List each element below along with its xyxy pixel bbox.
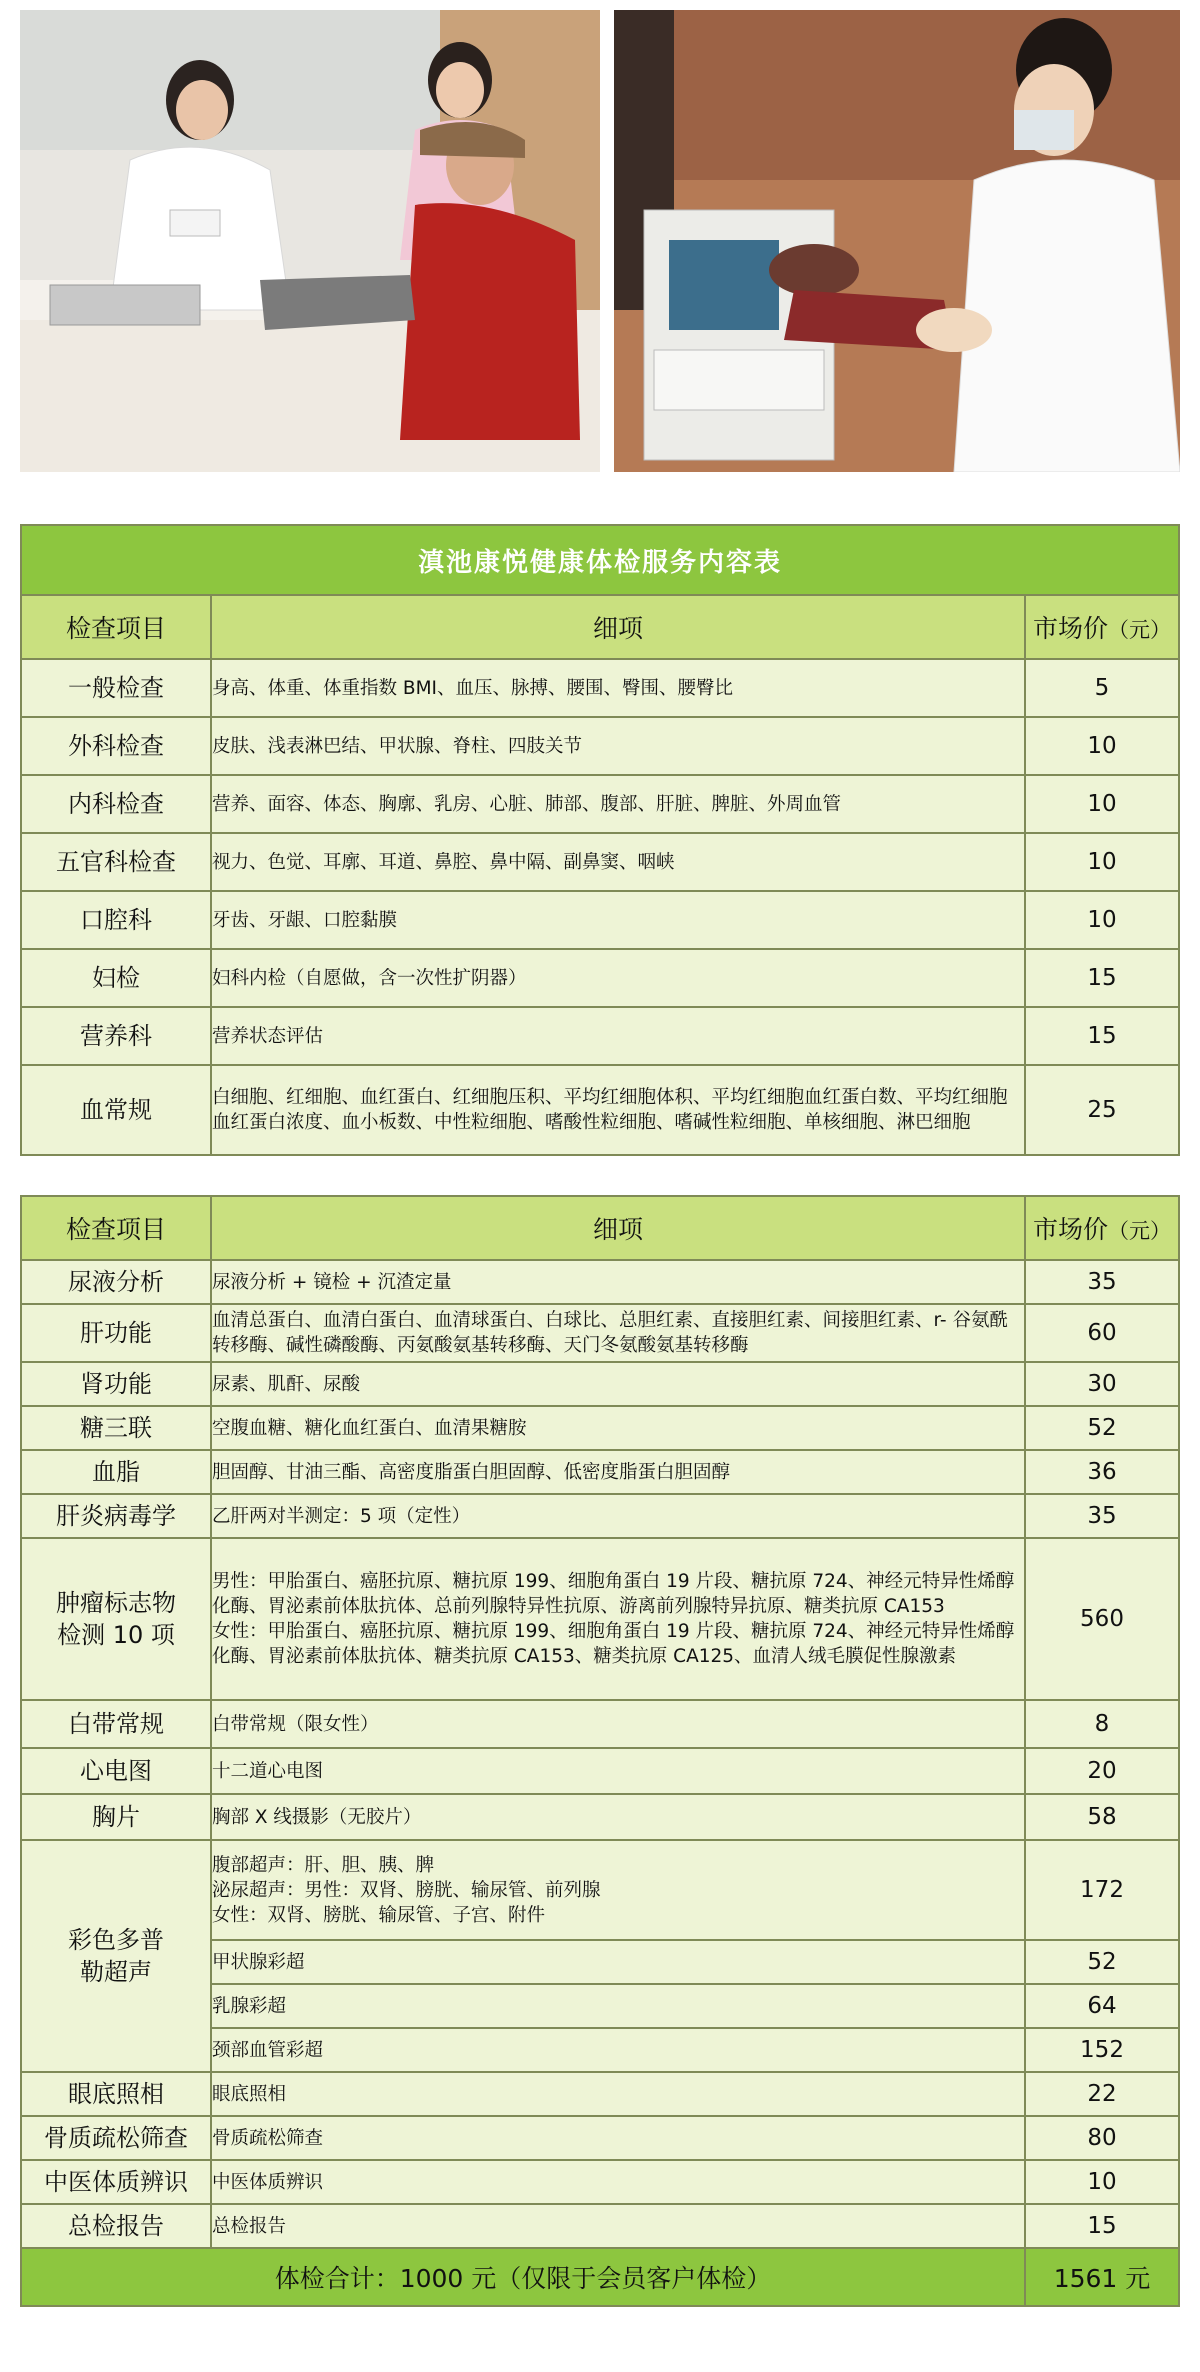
item-cell: 糖三联	[21, 1406, 211, 1450]
price-cell: 10	[1025, 775, 1179, 833]
price-cell: 10	[1025, 891, 1179, 949]
item-cell: 白带常规	[21, 1700, 211, 1748]
table-row	[21, 1450, 1179, 1494]
total-value: 1561 元	[1025, 2248, 1179, 2306]
detail-cell: 身高、体重、体重指数 BMI、血压、脉搏、腰围、臀围、腰臀比	[211, 659, 1025, 717]
detail-cell: 妇科内检（自愿做，含一次性扩阴器）	[211, 949, 1025, 1007]
detail-cell: 空腹血糖、糖化血红蛋白、血清果糖胺	[211, 1406, 1025, 1450]
price-cell: 52	[1025, 1940, 1179, 1984]
item-cell: 营养科	[21, 1007, 211, 1065]
price-cell: 10	[1025, 833, 1179, 891]
table-row	[21, 659, 1179, 717]
item-cell: 尿液分析	[21, 1260, 211, 1304]
detail-cell: 白带常规（限女性）	[211, 1700, 1025, 1748]
table-row	[21, 891, 1179, 949]
item-cell: 眼底照相	[21, 2072, 211, 2116]
photo-blood-test	[20, 10, 600, 472]
table-row	[21, 1406, 1179, 1450]
price-cell: 172	[1025, 1840, 1179, 1940]
price-cell: 152	[1025, 2028, 1179, 2072]
table-row	[21, 2116, 1179, 2160]
header-price-unit: （元）	[1108, 618, 1171, 642]
header-detail: 细项	[211, 595, 1025, 659]
price-cell: 36	[1025, 1450, 1179, 1494]
price-cell: 5	[1025, 659, 1179, 717]
price-cell: 8	[1025, 1700, 1179, 1748]
item-cell: 中医体质辨识	[21, 2160, 211, 2204]
detail-cell: 骨质疏松筛查	[211, 2116, 1025, 2160]
header-price-label: 市场价	[1032, 614, 1108, 643]
item-cell: 口腔科	[21, 891, 211, 949]
item-cell: 外科检查	[21, 717, 211, 775]
item-cell: 心电图	[21, 1748, 211, 1794]
table-row	[21, 1494, 1179, 1538]
table-header-row	[21, 1196, 1179, 1260]
table-row	[21, 717, 1179, 775]
price-cell: 10	[1025, 2160, 1179, 2204]
item-cell: 总检报告	[21, 2204, 211, 2248]
price-cell: 30	[1025, 1362, 1179, 1406]
table-row	[21, 1065, 1179, 1155]
item-cell: 肝功能	[21, 1304, 211, 1362]
detail-cell: 中医体质辨识	[211, 2160, 1025, 2204]
header-item: 检查项目	[21, 595, 211, 659]
total-row	[21, 2248, 1179, 2306]
detail-cell: 胸部 X 线摄影（无胶片）	[211, 1794, 1025, 1840]
detail-cell: 营养、面容、体态、胸廓、乳房、心脏、肺部、腹部、肝脏、脾脏、外周血管	[211, 775, 1025, 833]
table-row	[21, 2204, 1179, 2248]
item-cell: 妇检	[21, 949, 211, 1007]
service-table-2	[20, 1195, 1180, 2307]
detail-cell: 男性：甲胎蛋白、癌胚抗原、糖抗原 199、细胞角蛋白 19 片段、糖抗原 724、神经元特异性烯醇化酶、胃泌素前体肽抗体、总前列腺特异性抗原、游离前列腺特异抗原、糖类抗原 CA153 女性：甲胎蛋白、癌胚抗原、糖抗原 199、细胞角蛋白 19 片段、糖抗原 724、神经元特异性烯醇化酶、胃泌素前体肽抗体、糖类抗原 CA153、糖类抗原 CA125、血清人绒毛膜促性腺激素	[211, 1538, 1025, 1700]
header-price-unit: （元）	[1108, 1219, 1171, 1243]
header-price	[1025, 1196, 1179, 1260]
item-cell: 一般检查	[21, 659, 211, 717]
item-cell: 彩色多普勒超声	[21, 1840, 211, 2072]
table-row	[21, 833, 1179, 891]
table-row	[21, 775, 1179, 833]
table-row	[21, 1304, 1179, 1362]
header-detail: 细项	[211, 1196, 1025, 1260]
table-row	[21, 1748, 1179, 1794]
price-cell: 35	[1025, 1260, 1179, 1304]
header-price	[1025, 595, 1179, 659]
detail-cell: 乙肝两对半测定：5 项（定性）	[211, 1494, 1025, 1538]
detail-cell: 颈部血管彩超	[211, 2028, 1025, 2072]
detail-cell: 腹部超声：肝、胆、胰、脾 泌尿超声：男性：双肾、膀胱、输尿管、前列腺 女性：双肾、膀胱、输尿管、子宫、附件	[211, 1840, 1025, 1940]
table-header-row	[21, 595, 1179, 659]
header-price-label: 市场价	[1032, 1215, 1108, 1244]
price-cell: 80	[1025, 2116, 1179, 2160]
detail-cell: 眼底照相	[211, 2072, 1025, 2116]
detail-cell: 血清总蛋白、血清白蛋白、血清球蛋白、白球比、总胆红素、直接胆红素、间接胆红素、r- 谷氨酰转移酶、碱性磷酸酶、丙氨酸氨基转移酶、天门冬氨酸氨基转移酶	[211, 1304, 1025, 1362]
price-cell: 22	[1025, 2072, 1179, 2116]
price-cell: 25	[1025, 1065, 1179, 1155]
price-cell: 15	[1025, 1007, 1179, 1065]
price-cell: 20	[1025, 1748, 1179, 1794]
item-cell: 肿瘤标志物检测 10 项	[21, 1538, 211, 1700]
detail-cell: 皮肤、浅表淋巴结、甲状腺、脊柱、四肢关节	[211, 717, 1025, 775]
photo-ultrasound	[614, 10, 1180, 472]
price-cell: 60	[1025, 1304, 1179, 1362]
price-cell: 560	[1025, 1538, 1179, 1700]
item-cell: 胸片	[21, 1794, 211, 1840]
table-row	[21, 1700, 1179, 1748]
item-cell: 血脂	[21, 1450, 211, 1494]
detail-cell: 牙齿、牙龈、口腔黏膜	[211, 891, 1025, 949]
detail-cell: 尿液分析 + 镜检 + 沉渣定量	[211, 1260, 1025, 1304]
detail-cell: 白细胞、红细胞、血红蛋白、红细胞压积、平均红细胞体积、平均红细胞血红蛋白数、平均红细胞血红蛋白浓度、血小板数、中性粒细胞、嗜酸性粒细胞、嗜碱性粒细胞、单核细胞、淋巴细胞	[211, 1065, 1025, 1155]
price-cell: 15	[1025, 949, 1179, 1007]
detail-cell: 尿素、肌酐、尿酸	[211, 1362, 1025, 1406]
item-cell: 肾功能	[21, 1362, 211, 1406]
detail-cell: 营养状态评估	[211, 1007, 1025, 1065]
price-cell: 35	[1025, 1494, 1179, 1538]
table-row	[21, 949, 1179, 1007]
item-cell: 内科检查	[21, 775, 211, 833]
table-row	[21, 1260, 1179, 1304]
table-row	[21, 1840, 1179, 1940]
table-title: 滇池康悦健康体检服务内容表	[21, 525, 1179, 595]
table-row	[21, 1538, 1179, 1700]
price-cell: 64	[1025, 1984, 1179, 2028]
table-row	[21, 1007, 1179, 1065]
service-table-1	[20, 524, 1180, 1156]
detail-cell: 胆固醇、甘油三酯、高密度脂蛋白胆固醇、低密度脂蛋白胆固醇	[211, 1450, 1025, 1494]
item-cell: 骨质疏松筛查	[21, 2116, 211, 2160]
detail-cell: 十二道心电图	[211, 1748, 1025, 1794]
detail-cell: 甲状腺彩超	[211, 1940, 1025, 1984]
header-item: 检查项目	[21, 1196, 211, 1260]
table-row	[21, 1794, 1179, 1840]
price-cell: 10	[1025, 717, 1179, 775]
price-cell: 15	[1025, 2204, 1179, 2248]
price-cell: 52	[1025, 1406, 1179, 1450]
item-cell: 血常规	[21, 1065, 211, 1155]
price-cell: 58	[1025, 1794, 1179, 1840]
table-row	[21, 1362, 1179, 1406]
table-row	[21, 2072, 1179, 2116]
detail-cell: 视力、色觉、耳廓、耳道、鼻腔、鼻中隔、副鼻窦、咽峡	[211, 833, 1025, 891]
item-cell: 肝炎病毒学	[21, 1494, 211, 1538]
table-row	[21, 2160, 1179, 2204]
detail-cell: 总检报告	[211, 2204, 1025, 2248]
total-label: 体检合计：1000 元（仅限于会员客户体检）	[21, 2248, 1025, 2306]
detail-cell: 乳腺彩超	[211, 1984, 1025, 2028]
item-cell: 五官科检查	[21, 833, 211, 891]
table-title-row	[21, 525, 1179, 595]
